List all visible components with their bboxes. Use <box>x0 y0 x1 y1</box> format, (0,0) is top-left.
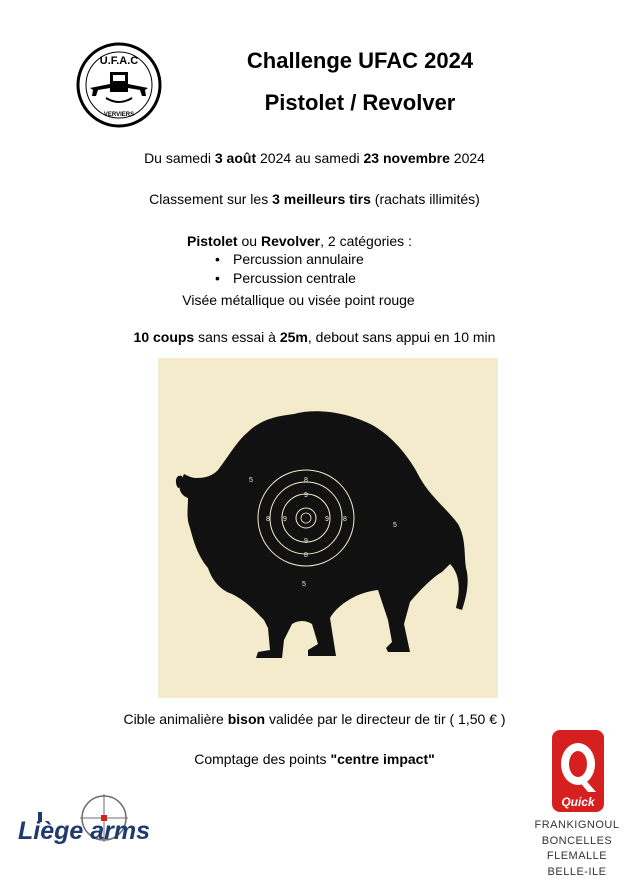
location-item: FRANKIGNOUL <box>534 819 620 831</box>
score-label: 5 <box>249 477 253 484</box>
score-label: 8 <box>266 516 270 523</box>
score-label: 5 <box>393 522 397 529</box>
ranking-line: Classement sur les 3 meilleurs tirs (rachats illimités) <box>149 191 480 207</box>
page-title: Challenge UFAC 2024 <box>246 48 474 73</box>
page-subtitle: Pistolet / Revolver <box>264 90 456 115</box>
logo-text: U.F.A.C <box>99 55 139 67</box>
scoring-line: Comptage des points "centre impact" <box>194 751 435 767</box>
sight-line: Visée métallique ou visée point rouge <box>182 292 415 308</box>
ufac-logo <box>76 42 162 128</box>
score-label: 9 <box>325 516 329 523</box>
liege-arms-text: Liège arms <box>18 817 151 845</box>
list-item: • Percussion annulaire <box>215 250 364 269</box>
categories-line: Pistolet ou Revolver, 2 catégories : <box>187 233 412 249</box>
score-label: 9 <box>304 538 308 545</box>
score-label: 9 <box>304 492 308 499</box>
quick-brand: Quick <box>561 795 595 809</box>
bison-target-image <box>158 358 498 698</box>
score-label: 5 <box>302 581 306 588</box>
shots-line: 10 coups sans essai à 25m, debout sans appui en 10 min <box>133 329 496 345</box>
location-item: BONCELLES <box>541 834 613 847</box>
score-label: 8 <box>343 516 347 523</box>
location-item: FLEMALLE <box>546 850 608 862</box>
score-label: 8 <box>304 477 308 484</box>
logo-subtext: VERVIERS <box>103 112 135 118</box>
quick-locations <box>532 818 622 880</box>
liege-arms-logo <box>14 790 174 850</box>
score-label: 8 <box>304 552 308 559</box>
category-list <box>215 250 364 288</box>
list-item: • Percussion centrale <box>215 269 364 288</box>
score-label: 9 <box>283 516 287 523</box>
location-item: BELLE-ILE <box>547 865 607 878</box>
date-line: Du samedi 3 août 2024 au samedi 23 novembre 2024 <box>144 150 485 166</box>
quick-logo <box>552 730 604 812</box>
target-note: Cible animalière bison validée par le directeur de tir ( 1,50 € ) <box>123 711 506 727</box>
